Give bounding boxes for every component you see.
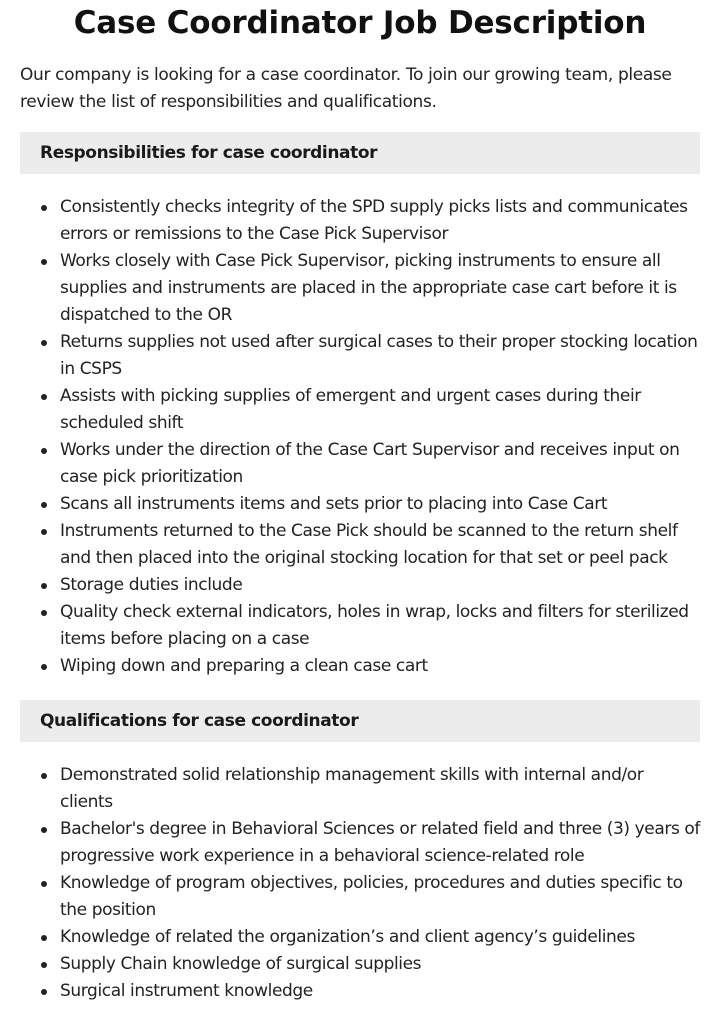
responsibilities-heading: Responsibilities for case coordinator	[20, 132, 700, 174]
qualifications-heading: Qualifications for case coordinator	[20, 700, 700, 742]
bullet-icon	[41, 962, 47, 968]
bullet-icon	[41, 583, 47, 589]
bullet-icon	[41, 502, 47, 508]
bullet-icon	[41, 529, 47, 535]
responsibility-item	[20, 248, 700, 329]
responsibility-item	[20, 572, 700, 599]
qualification-item	[20, 978, 700, 1005]
qualification-item-text: Knowledge of related the organization’s and client agency’s guidelines	[60, 927, 635, 947]
responsibility-item-text: Storage duties include	[60, 575, 243, 595]
qualification-item-text: Surgical instrument knowledge	[60, 981, 313, 1001]
responsibility-item-text: Instruments returned to the Case Pick should be scanned to the return shelf and then placed into the original stocking location for that set or peel pack	[60, 521, 678, 568]
bullet-icon	[41, 881, 47, 887]
qualification-item-text: Knowledge of program objectives, policies, procedures and duties specific to the position	[60, 873, 683, 920]
responsibility-item	[20, 329, 700, 383]
qualification-item	[20, 924, 700, 951]
responsibility-item	[20, 491, 700, 518]
bullet-icon	[41, 664, 47, 670]
bullet-icon	[41, 448, 47, 454]
bullet-icon	[41, 340, 47, 346]
responsibility-item-text: Consistently checks integrity of the SPD supply picks lists and communicates errors or remissions to the Case Pick Supervisor	[60, 197, 688, 244]
responsibility-item-text: Returns supplies not used after surgical cases to their proper stocking location in CSPS	[60, 332, 698, 379]
bullet-icon	[41, 394, 47, 400]
bullet-icon	[41, 205, 47, 211]
bullet-icon	[41, 610, 47, 616]
qualification-item-text: Supply Chain knowledge of surgical supplies	[60, 954, 422, 974]
qualification-item	[20, 816, 700, 870]
responsibility-item-text: Quality check external indicators, holes in wrap, locks and filters for sterilized items before placing on a case	[60, 602, 689, 649]
responsibility-item	[20, 518, 700, 572]
qualifications-list	[20, 762, 700, 1005]
qualification-item-text: Bachelor's degree in Behavioral Sciences or related field and three (3) years of progressive work experience in a behavioral science-related role	[60, 819, 701, 866]
bullet-icon	[41, 773, 47, 779]
responsibility-item	[20, 383, 700, 437]
responsibilities-list	[20, 194, 700, 680]
qualification-item	[20, 870, 700, 924]
bullet-icon	[41, 259, 47, 265]
bullet-icon	[41, 827, 47, 833]
responsibility-item-text: Assists with picking supplies of emergent and urgent cases during their scheduled shift	[60, 386, 641, 433]
qualification-item	[20, 762, 700, 816]
responsibility-item-text: Works under the direction of the Case Cart Supervisor and receives input on case pick prioritization	[60, 440, 680, 487]
responsibility-item-text: Scans all instruments items and sets prior to placing into Case Cart	[60, 494, 608, 514]
bullet-icon	[41, 989, 47, 995]
responsibility-item	[20, 599, 700, 653]
responsibility-item	[20, 653, 700, 680]
qualification-item-text: Demonstrated solid relationship management skills with internal and/or clients	[60, 765, 644, 812]
responsibility-item-text: Wiping down and preparing a clean case cart	[60, 656, 428, 676]
responsibility-item	[20, 437, 700, 491]
bullet-icon	[41, 935, 47, 941]
responsibility-item	[20, 194, 700, 248]
qualification-item	[20, 951, 700, 978]
responsibility-item-text: Works closely with Case Pick Supervisor, picking instruments to ensure all supplies and instruments are placed in the appropriate case cart before it is dispatched to the OR	[60, 251, 677, 325]
page-title: Case Coordinator Job Description	[73, 5, 647, 41]
intro-paragraph: Our company is looking for a case coordinator. To join our growing team, please review the list of responsibilities and qualifications.	[20, 65, 672, 112]
